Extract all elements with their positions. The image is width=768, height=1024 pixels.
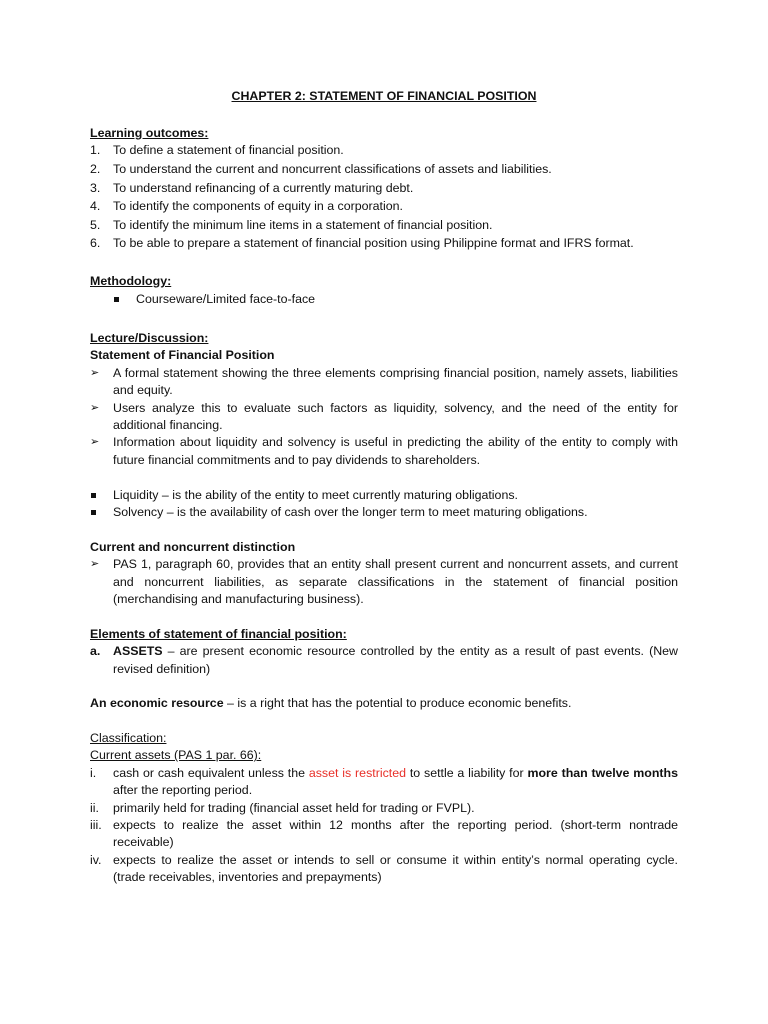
list-number: 6. bbox=[90, 236, 101, 251]
list-item-text: cash or cash equivalent unless the bbox=[113, 765, 309, 780]
list-item-text: Users analyze this to evaluate such factors as liquidity, solvency, and the need of the entity for additional financing. bbox=[113, 400, 678, 433]
list-item bbox=[90, 504, 678, 521]
list-item bbox=[90, 817, 678, 852]
list-item bbox=[90, 434, 678, 469]
list-item-text: To define a statement of financial position. bbox=[113, 143, 344, 158]
list-item bbox=[90, 643, 678, 678]
list-item-text: after the reporting period. bbox=[113, 783, 253, 798]
list-item bbox=[90, 180, 678, 197]
list-item-text: To understand the current and noncurrent classifications of assets and liabilities. bbox=[113, 162, 552, 176]
list-item bbox=[90, 400, 678, 435]
arrow-bullet-icon: ➢ bbox=[90, 366, 100, 379]
liquidity-solvency-list bbox=[90, 487, 678, 522]
list-item-text: primarily held for trading (financial asset held for trading or FVPL). bbox=[113, 800, 475, 815]
economic-resource-paragraph bbox=[90, 695, 678, 712]
list-number: iii. bbox=[90, 818, 102, 833]
square-bullet-icon bbox=[91, 510, 96, 515]
methodology-section bbox=[90, 273, 678, 309]
list-item-text: Information about liquidity and solvency is useful in predicting the ability of the entity to comply with future financial commitments and to pay dividends to shareholders. bbox=[113, 435, 678, 467]
list-item bbox=[90, 487, 678, 504]
list-item-text: To be able to prepare a statement of financial position using Philippine format and IFRS format. bbox=[113, 236, 634, 251]
list-item bbox=[90, 217, 678, 234]
current-noncurrent-heading: Current and noncurrent distinction bbox=[90, 540, 296, 554]
learning-outcomes-section bbox=[90, 125, 678, 253]
lecture-heading: Lecture/Discussion: bbox=[90, 331, 209, 345]
list-item bbox=[90, 852, 678, 887]
arrow-bullet-icon: ➢ bbox=[90, 401, 100, 414]
list-number: 1. bbox=[90, 143, 101, 158]
list-item bbox=[90, 161, 678, 178]
page-title: CHAPTER 2: STATEMENT OF FINANCIAL POSITION bbox=[231, 89, 537, 103]
list-item-text: to settle a liability for bbox=[406, 765, 528, 780]
list-item-text: expects to realize the asset within 12 months after the reporting period. (short-term nontrade receivable) bbox=[113, 818, 678, 850]
assets-definition: – are present economic resource controlled by the entity as a result of past events. (New revised definition) bbox=[113, 644, 678, 676]
arrow-bullet-icon: ➢ bbox=[90, 558, 100, 571]
square-bullet-icon bbox=[114, 297, 119, 302]
economic-resource-term: An economic resource bbox=[90, 696, 224, 710]
classification-heading: Classification: bbox=[90, 731, 167, 745]
assets-term: ASSETS bbox=[113, 644, 163, 659]
current-noncurrent-section bbox=[90, 539, 678, 609]
list-item-text: Courseware/Limited face-to-face bbox=[136, 292, 316, 307]
classification-section bbox=[90, 730, 678, 887]
current-assets-heading: Current assets (PAS 1 par. 66): bbox=[90, 748, 262, 763]
learning-outcomes-heading: Learning outcomes: bbox=[90, 126, 209, 140]
elements-section bbox=[90, 626, 678, 678]
list-item-text: Liquidity – is the ability of the entity to meet currently maturing obligations. bbox=[113, 488, 518, 502]
list-number: 5. bbox=[90, 217, 101, 232]
restricted-asset-highlight: asset is restricted bbox=[308, 765, 407, 780]
square-bullet-icon bbox=[91, 493, 96, 498]
list-item bbox=[90, 800, 678, 817]
list-number: i. bbox=[90, 765, 97, 780]
list-number: 2. bbox=[90, 162, 101, 176]
list-number: 3. bbox=[90, 180, 101, 195]
list-item bbox=[90, 291, 678, 308]
list-letter: a. bbox=[90, 644, 101, 659]
list-item bbox=[90, 235, 678, 252]
methodology-heading: Methodology: bbox=[90, 274, 172, 288]
lecture-section bbox=[90, 330, 678, 469]
elements-heading: Elements of statement of financial position: bbox=[90, 627, 347, 641]
list-item-text: To identify the components of equity in a corporation. bbox=[113, 199, 403, 214]
list-number: iv. bbox=[90, 852, 102, 867]
list-item-text: To understand refinancing of a currently maturing debt. bbox=[113, 180, 414, 195]
list-item-text: expects to realize the asset or intends to sell or consume it within entity’s normal operating cycle. (trade receivables, inventories and prepayments) bbox=[113, 852, 678, 885]
list-item-text: PAS 1, paragraph 60, provides that an entity shall present current and noncurrent assets, and current and noncurrent liabilities, as separate classifications in the statement of financial position (merchandising and manufacturing business). bbox=[113, 557, 678, 607]
list-item-text: To identify the minimum line items in a statement of financial position. bbox=[113, 217, 493, 232]
list-item bbox=[90, 365, 678, 400]
list-item-text: A formal statement showing the three elements comprising financial position, namely assets, liabilities and equity. bbox=[113, 365, 678, 398]
arrow-bullet-icon: ➢ bbox=[90, 436, 100, 449]
list-item bbox=[90, 142, 678, 159]
list-item bbox=[90, 198, 678, 215]
list-number: 4. bbox=[90, 199, 101, 214]
list-item bbox=[90, 556, 678, 608]
list-number: ii. bbox=[90, 800, 99, 815]
list-item-text: Solvency – is the availability of cash over the longer term to meet maturing obligations. bbox=[113, 505, 588, 520]
sfp-subheading: Statement of Financial Position bbox=[90, 348, 275, 363]
list-item bbox=[90, 765, 678, 800]
economic-resource-definition: – is a right that has the potential to produce economic benefits. bbox=[223, 696, 572, 710]
twelve-months-emphasis: more than twelve months bbox=[527, 765, 678, 780]
